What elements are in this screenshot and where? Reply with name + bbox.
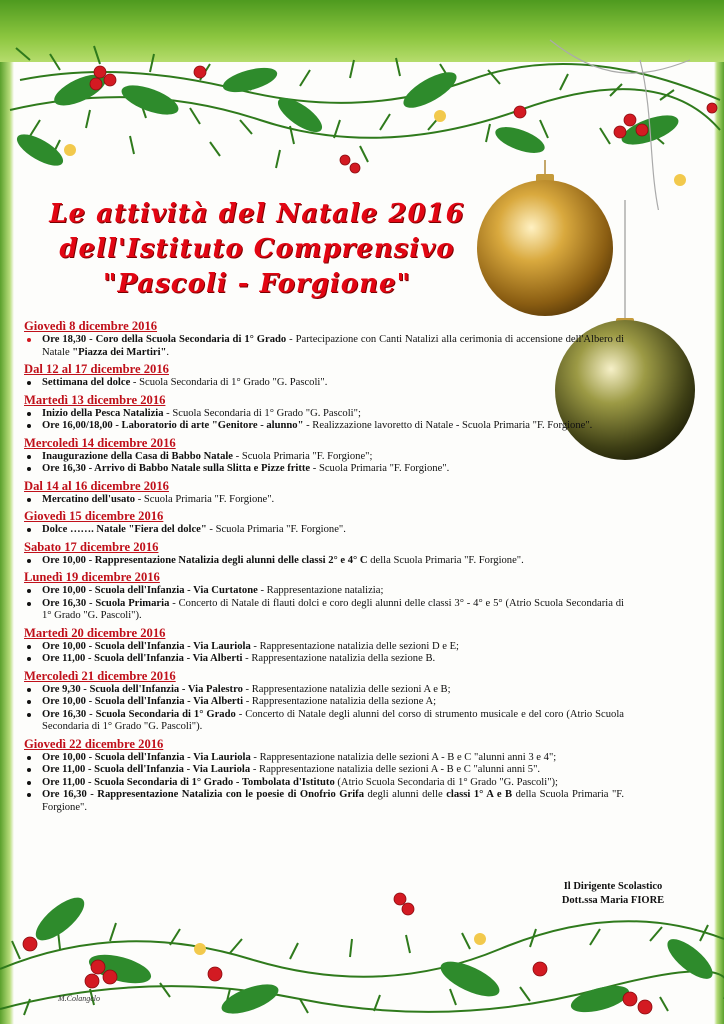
- event-list: [24, 555, 624, 568]
- event-detail-end: .: [166, 346, 170, 358]
- event-title: Ore 16,30 - Scuola Secondaria di 1° Grado: [42, 708, 236, 720]
- event-item: [24, 777, 624, 790]
- event-detail: - Rappresentazione natalizia delle sezioni A e B;: [242, 683, 451, 695]
- event-detail: - Partecipazione con Canti Natalizi alla cerimonia di accensione dell'Albero di Natale: [42, 334, 625, 358]
- event-item: [24, 555, 624, 568]
- event-list: [24, 451, 624, 476]
- pine-garland-icon: [10, 46, 720, 168]
- day-heading: Martedì 13 dicembre 2016: [24, 392, 166, 407]
- event-list: [24, 752, 624, 815]
- event-detail: - Scuola Primaria "F. Forgione";: [233, 450, 373, 462]
- holly-berries-icon: [23, 893, 652, 1014]
- event-item: [24, 752, 624, 765]
- event-item: [24, 463, 624, 476]
- event-item: [24, 420, 624, 433]
- day-section: [24, 540, 624, 568]
- day-heading: Giovedì 15 dicembre 2016: [24, 509, 164, 523]
- day-section: [24, 570, 624, 623]
- day-heading: Dal 12 al 17 dicembre 2016: [24, 362, 169, 376]
- day-heading: Mercoledì 14 dicembre 2016: [24, 435, 176, 450]
- event-detail: - Concerto di Natale degli alunni del corso di strumento musicale e del coro (Atrio Scuola Secondaria di 1° Grado "G. Pascoli").: [42, 708, 624, 732]
- day-section: [24, 509, 624, 537]
- event-title: Ore 10,00 - Scuola dell'Infanzia - Via Lauriola: [42, 751, 251, 763]
- signature-block: [528, 880, 698, 908]
- event-item: [24, 696, 624, 709]
- event-item: [24, 789, 624, 814]
- bottom-garland-decoration: [0, 849, 724, 1024]
- day-section: [24, 479, 624, 507]
- event-title: Ore 10,00 - Rappresentazione Natalizia degli alunni delle classi 2° e 4° C: [42, 554, 368, 566]
- event-title: Mercatino dell'usato: [42, 493, 136, 505]
- event-detail: della Scuola Primaria "F. Forgione".: [367, 554, 524, 566]
- event-title: Dolce ……. Natale "Fiera del dolce": [42, 524, 207, 535]
- holly-berries-icon: [90, 66, 717, 173]
- holly-leaves-icon: [29, 891, 718, 1020]
- event-detail: - Scuola Secondaria di 1° Grado "G. Pascoli".: [130, 377, 328, 388]
- event-list: [24, 524, 624, 537]
- event-item: [24, 641, 624, 654]
- event-detail: - Scuola Primaria "F. Forgione".: [206, 524, 346, 535]
- event-detail: - Realizzazione lavoretto di Natale - Scuola Primaria "F. Forgione".: [303, 420, 593, 431]
- event-title: Ore 10,00 - Scuola dell'Infanzia - Via Lauriola: [42, 640, 251, 652]
- event-highlight: classi 1° A e B: [446, 789, 513, 800]
- artist-credit: M.Colangelo: [58, 994, 100, 1003]
- day-heading: Dal 14 al 16 dicembre 2016: [24, 478, 169, 493]
- day-heading: Lunedì 19 dicembre 2016: [24, 570, 160, 584]
- event-title: Ore 16,30 - Arrivo di Babbo Natale sulla Slitta e Pizze fritte: [42, 463, 311, 474]
- event-detail: degli alunni delle: [364, 789, 447, 800]
- event-detail-end: della Scuola Primaria "F. Forgione".: [42, 789, 624, 813]
- event-item: [24, 764, 624, 777]
- gold-bauble-icon: [477, 180, 613, 316]
- signature-name: Dott.ssa Maria FIORE: [561, 895, 665, 906]
- day-heading: Giovedì 22 dicembre 2016: [24, 736, 164, 751]
- event-item: [24, 494, 624, 507]
- event-title: Ore 10,00 - Scuola dell'Infanzia - Via Curtatone: [42, 585, 258, 596]
- event-title: Ore 11,00 - Scuola dell'Infanzia - Via Alberti: [42, 653, 243, 664]
- event-highlight: "Piazza dei Martiri": [72, 346, 167, 358]
- event-title: Ore 11,00 - Scuola dell'Infanzia - Via Lauriola: [42, 764, 251, 775]
- day-section: [24, 737, 624, 815]
- event-item: [24, 709, 624, 734]
- event-detail: - Scuola Secondaria di 1° Grado "G. Pascoli";: [163, 407, 361, 419]
- event-item: [24, 524, 624, 537]
- day-section: [24, 362, 624, 390]
- event-title: Ore 16,30 - Scuola Primaria: [42, 597, 170, 609]
- event-title: Ore 18,30 - Coro della Scuola Secondaria di 1° Grado: [42, 334, 287, 345]
- day-heading: Mercoledì 21 dicembre 2016: [24, 668, 176, 683]
- event-title: Ore 11,00 - Scuola Secondaria di 1° Grado - Tombolata d'Istituto: [42, 776, 335, 788]
- event-item: [24, 598, 624, 623]
- event-detail: - Rappresentazione natalizia della sezione B.: [242, 653, 436, 664]
- event-title: Ore 16,00/18,00 - Laboratorio di arte "Genitore - alunno": [42, 420, 304, 431]
- event-list: [24, 641, 624, 666]
- event-title: Ore 9,30 - Scuola dell'Infanzia - Via Palestro: [42, 683, 243, 695]
- event-detail: - Concerto di Natale di flauti dolci e coro degli alunni delle classi 3° - 4° e 5° (Atrio Scuola Secondaria di 1° Grado "G. Pascoli").: [42, 597, 624, 621]
- day-section: [24, 393, 624, 433]
- event-list: [24, 494, 624, 507]
- event-detail: (Atrio Scuola Secondaria di 1° Grado "G. Pascoli");: [334, 776, 558, 788]
- title-line-3: "Pascoli - Forgione": [102, 269, 412, 299]
- event-item: [24, 408, 624, 421]
- day-section: [24, 319, 624, 359]
- event-schedule: [24, 316, 624, 814]
- event-title: Inizio della Pesca Natalizia: [42, 407, 164, 419]
- event-list: [24, 377, 624, 390]
- event-title: Inaugurazione della Casa di Babbo Natale: [42, 450, 234, 462]
- event-detail: - Scuola Primaria "F. Forgione".: [135, 493, 275, 505]
- event-item: [24, 377, 624, 390]
- event-list: [24, 585, 624, 623]
- event-item: [24, 334, 624, 359]
- day-heading: Sabato 17 dicembre 2016: [24, 539, 159, 554]
- title-line-2: dell'Istituto Comprensivo: [59, 234, 455, 264]
- title-line-1: Le attività del Natale 2016: [49, 199, 465, 229]
- event-title: Ore 16,30 - Rappresentazione Natalizia con le poesie di Onofrio Grifa: [42, 789, 364, 800]
- event-detail: - Scuola Primaria "F. Forgione".: [310, 463, 450, 474]
- event-detail: - Rappresentazione natalizia delle sezioni A - B e C "alunni anni 3 e 4";: [250, 751, 557, 763]
- event-list: [24, 408, 624, 433]
- event-item: [24, 451, 624, 464]
- event-detail: - Rappresentazione natalizia della sezione A;: [243, 696, 437, 707]
- event-title: Settimana del dolce: [42, 377, 131, 388]
- day-section: [24, 626, 624, 666]
- day-section: [24, 436, 624, 476]
- day-heading: Martedì 20 dicembre 2016: [24, 625, 166, 640]
- event-item: [24, 585, 624, 598]
- event-item: [24, 684, 624, 697]
- event-detail: - Rappresentazione natalizia delle sezioni A - B e C "alunni anni 5".: [250, 764, 541, 775]
- day-heading: Giovedì 8 dicembre 2016: [24, 319, 158, 333]
- event-list: [24, 684, 624, 734]
- event-detail: - Rappresentazione natalizia;: [257, 585, 384, 596]
- signature-role: Il Dirigente Scolastico: [563, 881, 663, 892]
- poster-title: [22, 197, 492, 302]
- event-item: [24, 653, 624, 666]
- day-section: [24, 669, 624, 734]
- event-title: Ore 10,00 - Scuola dell'Infanzia - Via Alberti: [42, 696, 244, 707]
- event-list: [24, 334, 624, 359]
- event-detail: - Rappresentazione natalizia delle sezioni D e E;: [250, 640, 460, 652]
